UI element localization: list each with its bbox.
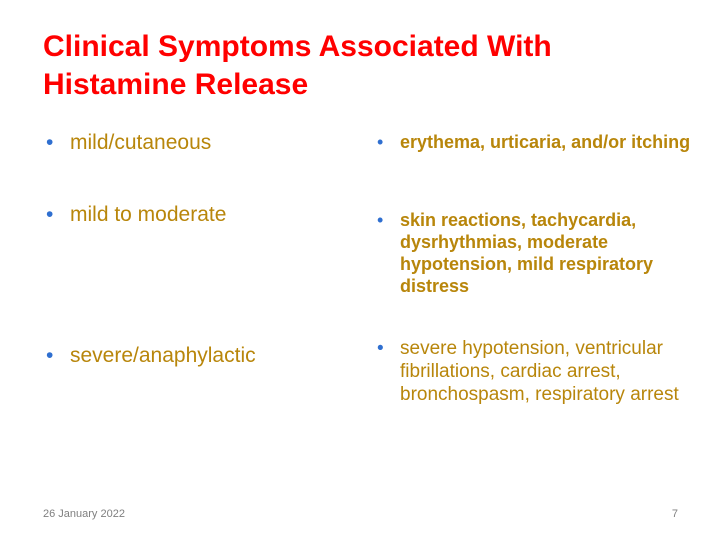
bullet-marker: • bbox=[377, 210, 384, 230]
symptom-item-mild-cutaneous bbox=[377, 131, 697, 153]
category-label: severe/anaphylactic bbox=[70, 344, 256, 367]
symptom-item-severe-anaphylactic bbox=[377, 337, 697, 406]
category-label: mild to moderate bbox=[70, 203, 227, 226]
symptom-text: erythema, urticaria, and/or itching bbox=[400, 132, 691, 152]
bullet-marker: • bbox=[377, 338, 384, 359]
bullet-marker: • bbox=[377, 132, 384, 152]
category-item-mild-to-moderate bbox=[46, 202, 346, 228]
slide-number: 7 bbox=[671, 508, 678, 520]
symptom-item-mild-to-moderate bbox=[377, 209, 697, 297]
bullet-marker: • bbox=[46, 203, 54, 226]
category-item-mild-cutaneous bbox=[46, 130, 346, 156]
symptom-text: severe hypotension, ventricular fibrillations, cardiac arrest, bronchospasm, respiratory arrest bbox=[400, 338, 679, 405]
category-item-severe-anaphylactic bbox=[46, 343, 346, 369]
bullet-marker: • bbox=[46, 344, 54, 367]
category-label: mild/cutaneous bbox=[70, 131, 212, 154]
slide-title: Clinical Symptoms Associated With Histamine Release bbox=[43, 30, 552, 101]
footer-date: 26 January 2022 bbox=[43, 508, 125, 520]
symptom-text: skin reactions, tachycardia, dysrhythmias, moderate hypotension, mild respiratory distress bbox=[400, 210, 654, 296]
bullet-marker: • bbox=[46, 131, 54, 154]
